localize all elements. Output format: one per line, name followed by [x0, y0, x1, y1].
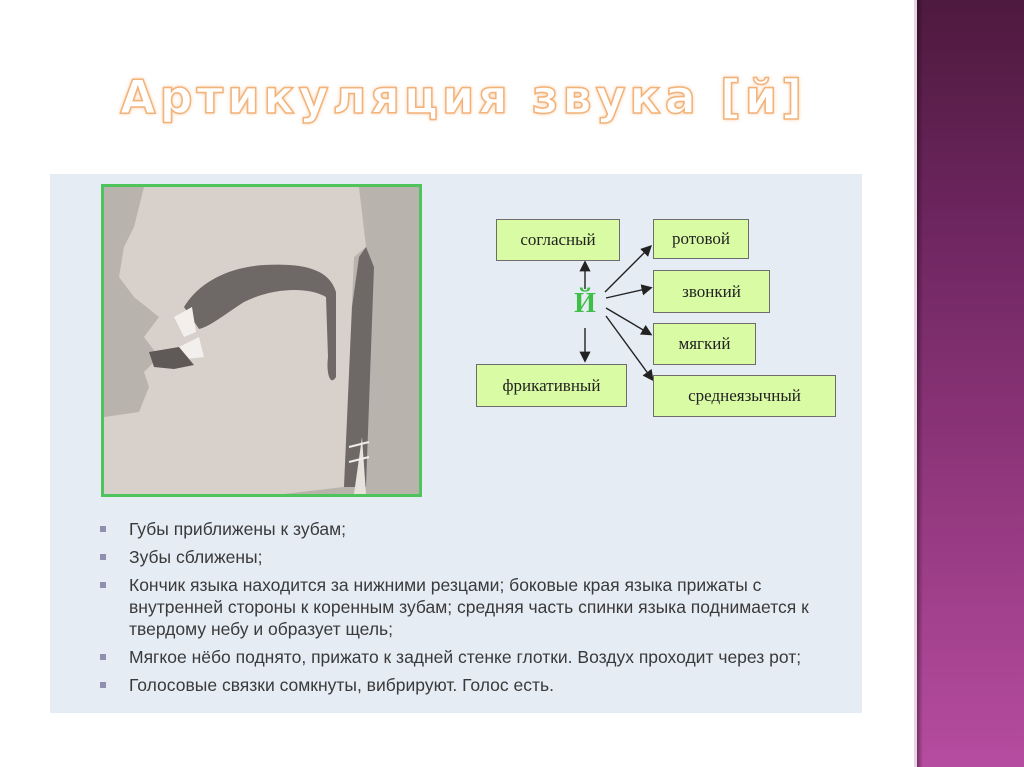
- node-voiced: звонкий: [653, 270, 770, 313]
- list-item: Губы приближены к зубам;: [100, 518, 830, 540]
- bullet-icon: [100, 582, 106, 588]
- arrow-to-voiced: [606, 288, 650, 298]
- node-mid-lingual: среднеязычный: [653, 375, 836, 417]
- bullet-icon: [100, 526, 106, 532]
- decorative-side-band: [914, 0, 1024, 767]
- list-item: Голосовые связки сомкнуты, вибрируют. Голос есть.: [100, 674, 830, 696]
- content-panel: [50, 174, 862, 713]
- arrow-to-soft: [606, 308, 650, 334]
- articulation-figure: [101, 184, 422, 497]
- articulation-list: [100, 518, 830, 702]
- node-soft: мягкий: [653, 323, 756, 365]
- node-consonant: согласный: [496, 219, 620, 261]
- node-fricative: фрикативный: [476, 364, 627, 407]
- bullet-icon: [100, 654, 106, 660]
- diagram-center-letter: Й: [574, 288, 596, 319]
- node-oral: ротовой: [653, 219, 749, 259]
- list-item: Кончик языка находится за нижними резцами; боковые края языка прижаты с внутренней стороны к коренным зубам; средняя часть спинки языка поднимается к твердому небу и образует щель;: [100, 574, 830, 640]
- slide-title: Артикуляция звука [й]: [120, 70, 807, 124]
- articulation-profile-image: [104, 187, 419, 494]
- bullet-icon: [100, 682, 106, 688]
- list-item: Зубы сближены;: [100, 546, 830, 568]
- bullet-icon: [100, 554, 106, 560]
- list-item: Мягкое нёбо поднято, прижато к задней стенке глотки. Воздух проходит через рот;: [100, 646, 830, 668]
